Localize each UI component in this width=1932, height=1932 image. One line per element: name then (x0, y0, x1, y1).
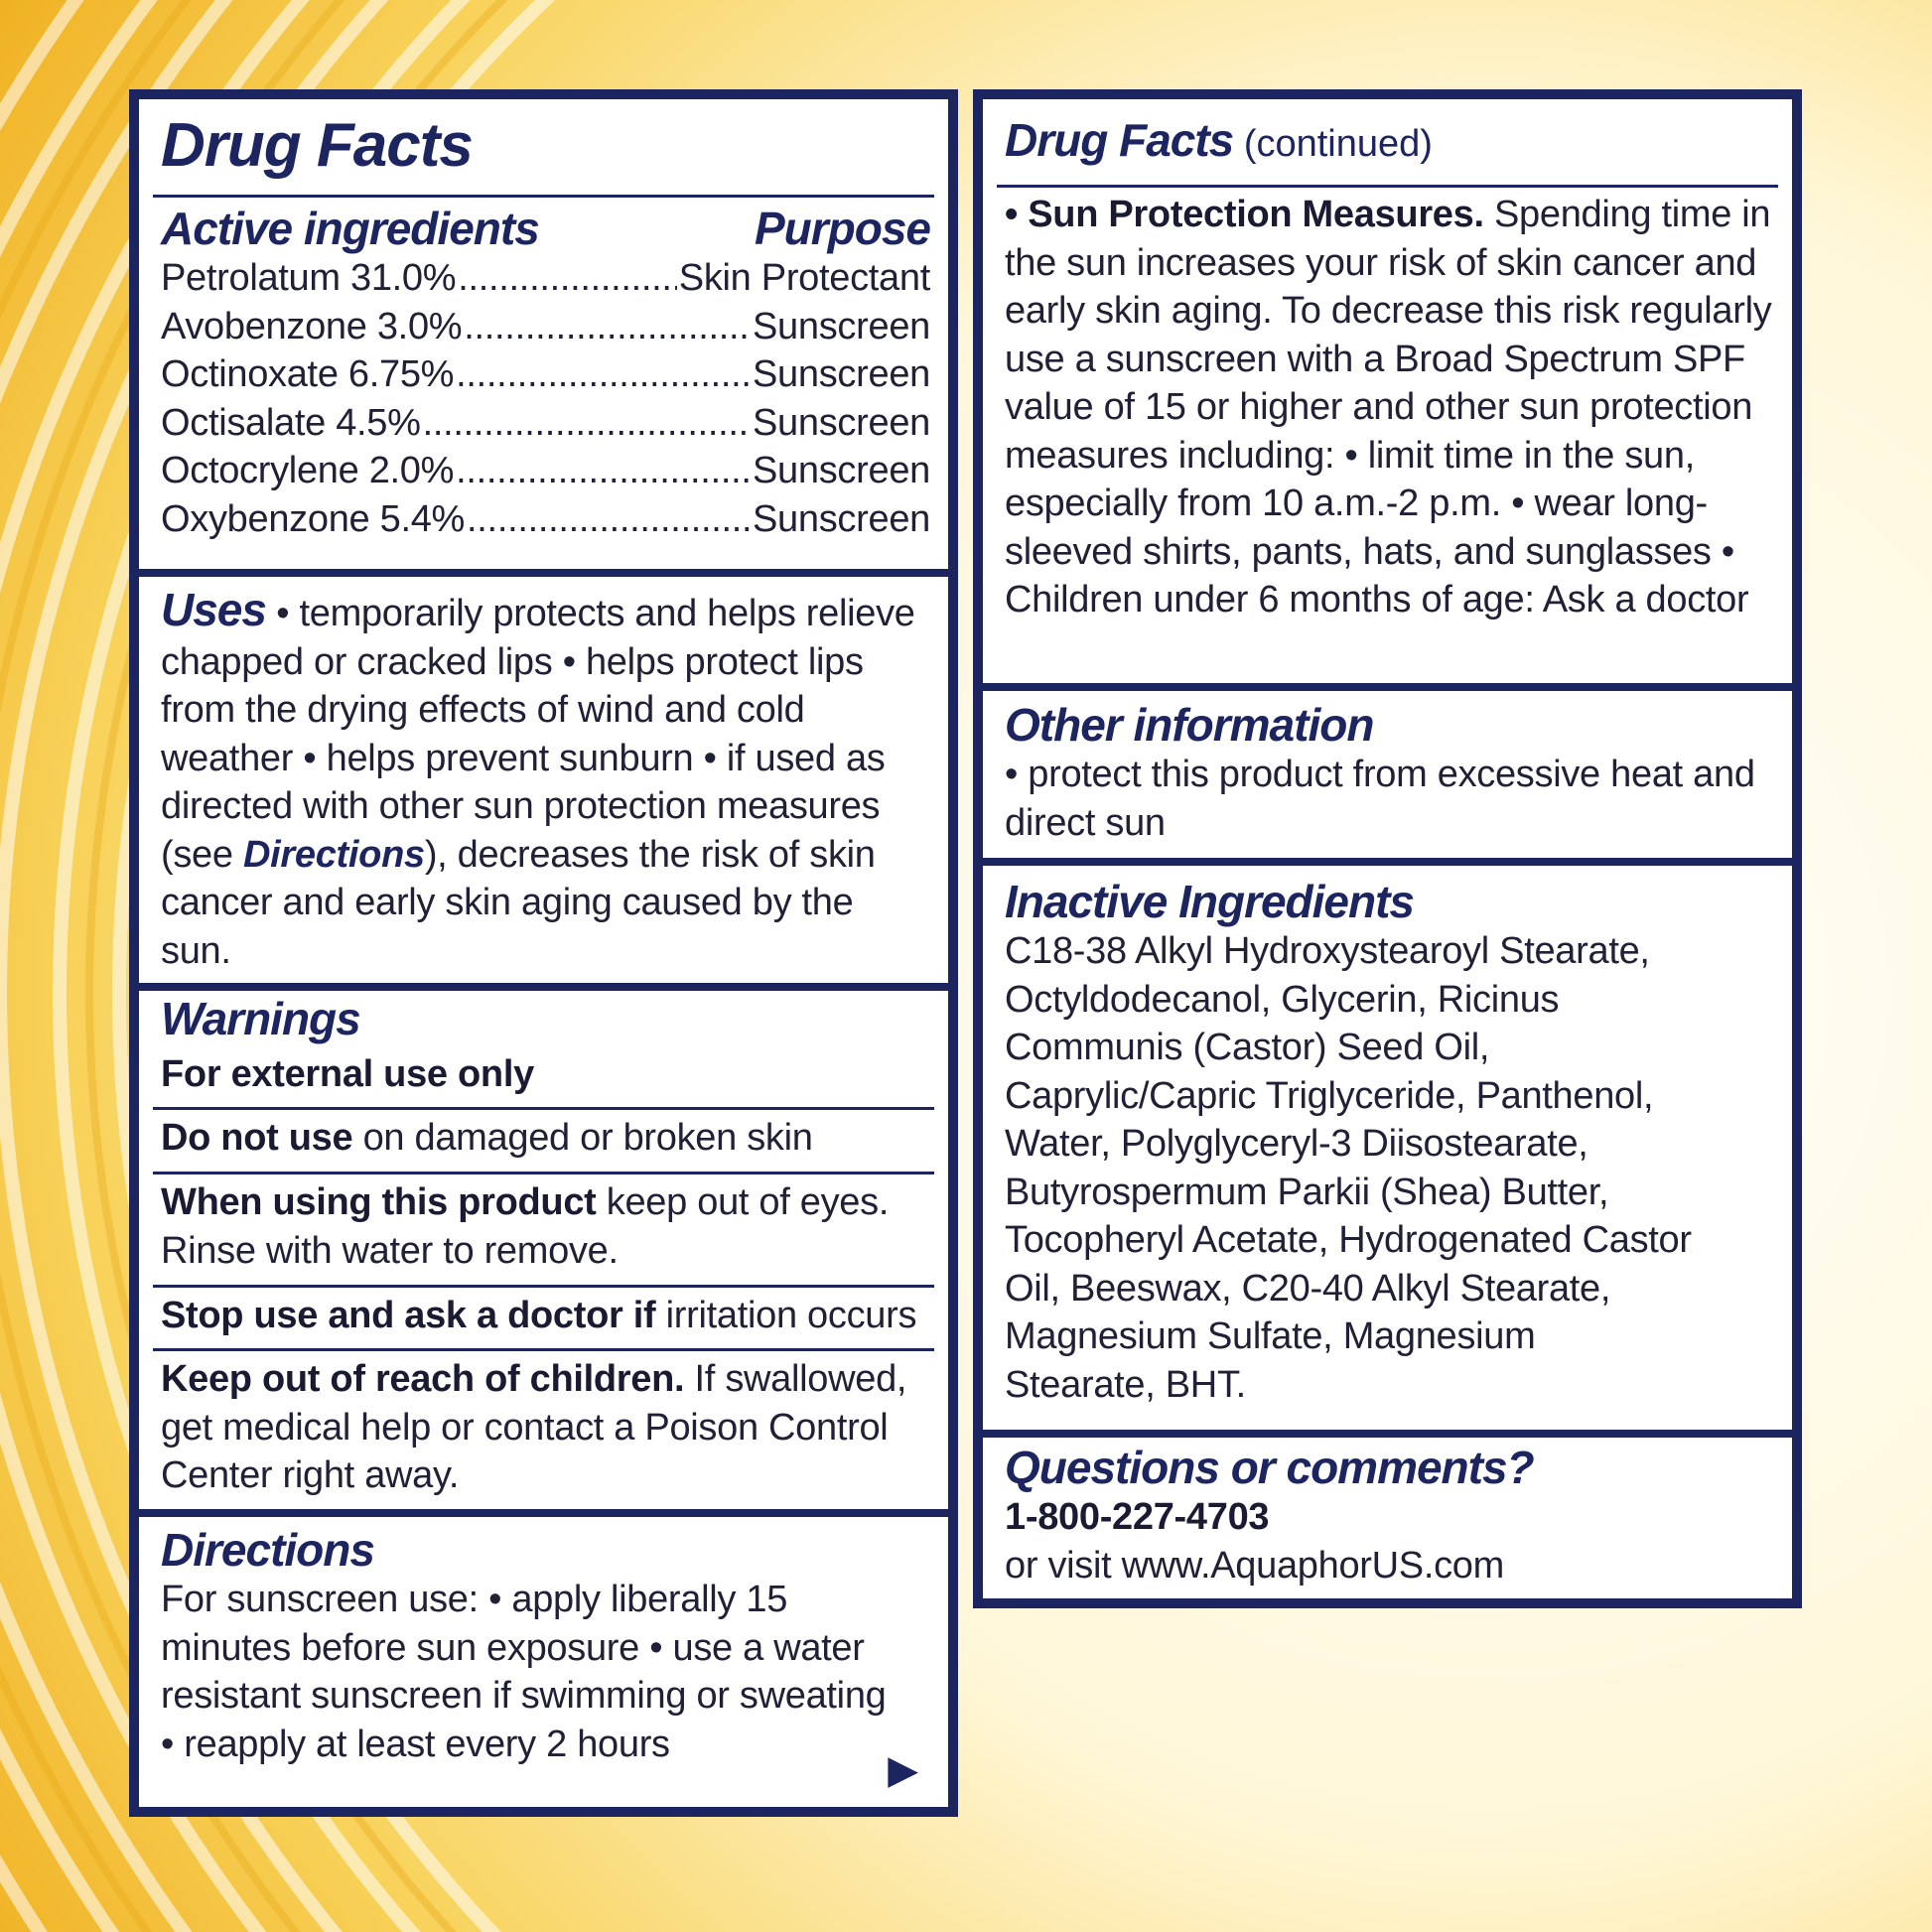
sun-protection-label: • Sun Protection Measures. (1005, 194, 1484, 235)
leader-dots (458, 254, 677, 303)
divider (997, 185, 1778, 188)
warnings-heading: Warnings (161, 993, 360, 1044)
ingredient-name: Oxybenzone 5.4% (161, 497, 466, 540)
ingredient-purpose: Sunscreen (753, 401, 930, 444)
active-ingredients-section (139, 203, 948, 543)
ingredient-name: Avobenzone 3.0% (161, 305, 463, 347)
section-divider (139, 1509, 948, 1517)
ingredient-purpose: Sunscreen (753, 497, 930, 540)
drug-facts-left-panel (129, 89, 958, 1817)
leader-dots (464, 303, 751, 351)
continued-header (983, 113, 1792, 171)
other-information-text: • protect this product from excessive heat and direct sun (1005, 754, 1755, 844)
when-using-block (139, 1178, 948, 1275)
directions-text: For sunscreen use: • apply liberally 15 minutes before sun exposure • use a water resistant sunscreen if swimming or sweating • reapply at least every 2 hours (161, 1579, 887, 1765)
keep-out-text: If swallowed, get medical help or contact a Poison Control Center right away. (161, 1358, 907, 1496)
keep-out-label: Keep out of reach of children. (161, 1358, 685, 1400)
other-information-heading: Other information (1005, 699, 1374, 751)
ingredient-row (161, 350, 930, 399)
leader-dots (467, 495, 751, 544)
inactive-ingredients-heading: Inactive Ingredients (1005, 876, 1415, 927)
ingredient-name: Octinoxate 6.75% (161, 353, 455, 395)
do-not-use-label: Do not use (161, 1117, 353, 1159)
uses-text: • temporarily protects and helps relieve chapped or cracked lips • helps protect lips from the drying effects of wind and cold weather • helps prevent sunburn • if used as directed with other sun protection measures (see (161, 593, 915, 876)
questions-section (983, 1442, 1792, 1589)
directions-heading: Directions (161, 1524, 374, 1576)
leader-dots (456, 447, 751, 495)
divider (153, 195, 934, 198)
directions-section (139, 1524, 948, 1768)
ingredient-row (161, 254, 930, 303)
drug-facts-right-panel (973, 89, 1802, 1608)
do-not-use-text: on damaged or broken skin (352, 1117, 813, 1159)
drug-facts-title: Drug Facts (1005, 114, 1234, 166)
continue-arrow-icon: ▶ (888, 1748, 918, 1792)
ingredient-name: Octisalate 4.5% (161, 401, 421, 444)
do-not-use-block (139, 1114, 948, 1163)
ingredient-row (161, 399, 930, 448)
section-divider (139, 983, 948, 991)
other-information-section (983, 699, 1792, 847)
ingredient-name: Octocrylene 2.0% (161, 450, 455, 491)
section-divider (983, 858, 1792, 866)
external-use-notice: For external use only (161, 1053, 534, 1095)
section-divider (983, 1430, 1792, 1438)
leader-dots (456, 350, 751, 399)
drug-facts-title: Drug Facts (161, 111, 473, 180)
ingredient-row (161, 303, 930, 351)
divider (153, 1348, 934, 1351)
warnings-section (139, 993, 948, 1099)
leader-dots (423, 399, 751, 448)
stop-use-text: irritation occurs (655, 1295, 917, 1336)
continued-label: (continued) (1233, 123, 1433, 165)
stop-use-label: Stop use and ask a doctor if (161, 1295, 656, 1336)
when-using-label: When using this product (161, 1181, 597, 1223)
ingredient-purpose: Sunscreen (753, 353, 930, 395)
inactive-ingredients-text: C18-38 Alkyl Hydroxystearoyl Stearate, Octyldodecanol, Glycerin, Ricinus Communis (Castor) Seed Oil, Caprylic/Capric Triglyceride, Panthenol, Water, Polyglyceryl-3 Diisostearate, Butyrospermum Parkii (Shea) Butter, Tocopheryl Acetate, Hydrogenated Castor Oil, Beeswax, C20-40 Alkyl Stearate, Magnesium Sulfate, Magnesium Stearate, BHT. (1005, 930, 1692, 1406)
sun-protection-text: Spending time in the sun increases your risk of skin cancer and early skin aging. To decrease this risk regularly use a sunscreen with a Broad Spectrum SPF value of 15 or higher and other sun protection measures including: • limit time in the sun, especially from 10 a.m.-2 p.m. • wear long-sleeved shirts, pants, hats, and sunglasses • Children under 6 months of age: Ask a doctor (1005, 194, 1772, 621)
ingredient-row (161, 495, 930, 544)
ingredient-row (161, 447, 930, 495)
uses-section (139, 584, 948, 975)
ingredient-purpose: Sunscreen (753, 305, 930, 347)
ingredient-name: Petrolatum 31.0% (161, 257, 457, 299)
questions-heading: Questions or comments? (1005, 1442, 1534, 1493)
drug-facts-header (139, 109, 948, 183)
purpose-heading: Purpose (754, 203, 930, 254)
when-using-text: keep out of eyes. Rinse with water to remove. (161, 1181, 890, 1272)
divider (153, 1107, 934, 1110)
website-link[interactable]: or visit www.AquaphorUS.com (1005, 1544, 1504, 1587)
stop-use-block (139, 1292, 948, 1340)
inactive-ingredients-section (983, 876, 1792, 1409)
ingredient-purpose: Skin Protectant (678, 257, 930, 299)
phone-number: 1-800-227-4703 (1005, 1496, 1270, 1538)
keep-out-of-reach-block (139, 1355, 948, 1500)
section-divider (983, 683, 1792, 691)
section-divider (139, 569, 948, 577)
sun-protection-section (983, 191, 1792, 624)
uses-text-end: ), decreases the risk of skin cancer and early skin aging caused by the sun. (161, 833, 876, 972)
divider (153, 1172, 934, 1174)
ingredient-purpose: Sunscreen (753, 450, 930, 491)
directions-reference: Directions (242, 833, 425, 876)
divider (153, 1285, 934, 1288)
uses-heading: Uses (161, 584, 266, 635)
active-ingredients-heading: Active ingredients (161, 203, 539, 254)
